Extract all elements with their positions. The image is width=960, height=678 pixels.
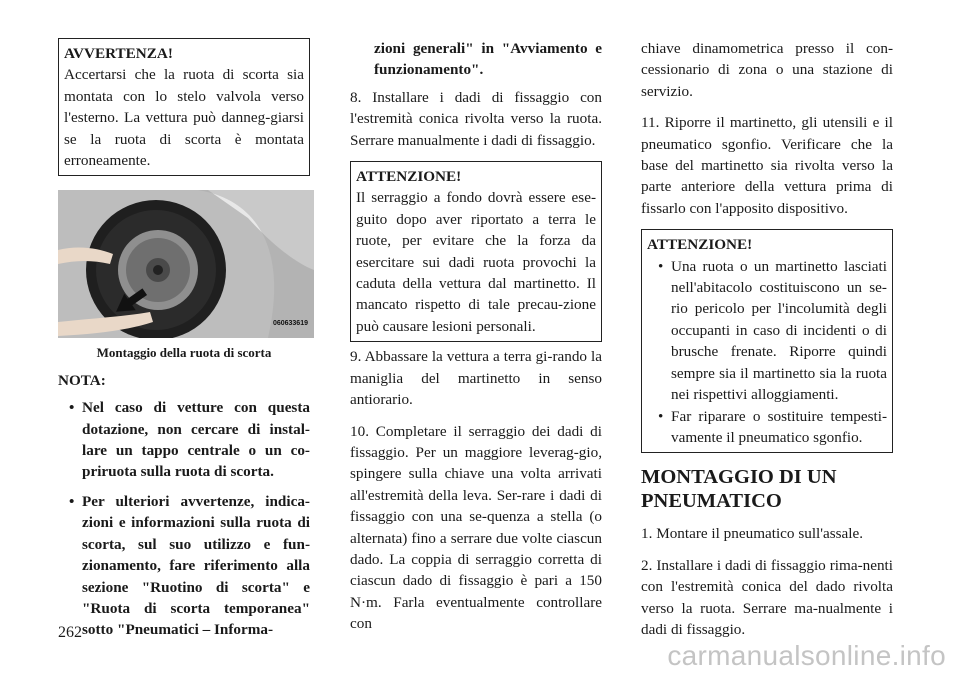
step-1: 1. Montare il pneumatico sull'assale.	[641, 525, 864, 543]
section-title: MONTAGGIO DI UN PNEUMATICO	[641, 466, 837, 513]
column-left	[58, 38, 310, 649]
photo-code: 060633619	[272, 320, 308, 328]
note-item: • Per ulteriori avvertenze, indica-zioni e informazioni sulla ruota di scorta, sul suo utilizzo e fun-zionamento, fare riferimento alla sezione "Ruotino di scorta" e "Ruota di scorta temporanea" sotto "Pneumatici – Informa-	[58, 491, 310, 641]
step-2: 2. Installare i dadi di fissaggio rima-nenti con l'estremità conica del dado rivolta verso la ruota. Serrare ma-nualmente i dadi di fissaggio.	[641, 556, 893, 638]
attention-title-2: ATTENZIONE!	[647, 236, 753, 254]
column-right	[641, 38, 893, 650]
attention-box-2	[641, 229, 893, 453]
note-continuation: zioni generali" in "Avviamento e funzionamento".	[374, 40, 602, 79]
page-number: 262	[58, 624, 82, 641]
step-10: 10. Completare il serraggio dei dadi di fissaggio. Per un maggiore leverag-gio, spingere sulla chiave una volta arrivati all'estremità della leva. Ser-rare i dadi di fissaggio con una se-quenza a stella (o alternata) fino a serrare due volte ciascun dado. La coppia di serraggio corretta di ciascun dado di fissaggio è pari a 150 N·m. Farla eventualmente controllare con	[350, 422, 602, 633]
step-10-continuation: chiave dinamometrica presso il con-cessionario di zona o una stazione di servizio.	[641, 40, 893, 100]
note-label: NOTA:	[58, 371, 106, 389]
attention-title: ATTENZIONE!	[356, 168, 462, 186]
note-item: • Nel caso di vetture con questa dotazione, non cercare di instal-lare un tappo centrale o un co-priruota sulla ruota di scorta.	[58, 397, 310, 483]
attention-text: Il serraggio a fondo dovrà essere ese-guito dopo aver riportato a terra le ruote, per evitare che la forza da esercitare sui dadi ruota provochi la caduta della vettura dal martinetto. Il mancato rispetto di tale precau-zione può causare lesioni personali.	[356, 189, 596, 335]
photo-caption: Montaggio della ruota di scorta	[96, 345, 272, 361]
note-list	[58, 397, 310, 640]
spare-wheel-photo	[58, 190, 314, 338]
attention-item: • Una ruota o un martinetto lasciati nell'abitacolo costituiscono un se-rio pericolo per l'incolumità degli occupanti in caso di incidenti o di brusche frenate. Riporre quindi sempre sia il martinetto sia la ruota nei rispettivi alloggiamenti.	[647, 256, 887, 406]
watermark: carmanualsonline.info	[667, 640, 946, 671]
step-8: 8. Installare i dadi di fissaggio con l'estremità conica rivolta verso la ruota. Serrare manualmente i dadi di fissaggio.	[350, 88, 602, 149]
attention-list	[647, 256, 887, 449]
warning-box	[58, 38, 310, 176]
warning-text: Accertarsi che la ruota di scorta sia montata con lo stelo valvola verso l'esterno. La vettura può danneg-giarsi se la ruota di scorta è montata erroneamente.	[64, 66, 304, 170]
attention-item: • Far riparare o sostituire tempesti-vamente il pneumatico sgonfio.	[647, 406, 887, 449]
column-middle	[350, 38, 602, 645]
warning-title: AVVERTENZA!	[64, 45, 173, 62]
step-11: 11. Riporre il martinetto, gli utensili e il pneumatico sgonfio. Verificare che la base del martinetto sia rivolta verso la parte anteriore della vettura prima di fissarlo con l'apposito dispositivo.	[641, 114, 893, 217]
step-9: 9. Abbassare la vettura a terra gi-rando la maniglia del martinetto in senso antiorario.	[350, 348, 602, 409]
attention-box	[350, 161, 602, 342]
